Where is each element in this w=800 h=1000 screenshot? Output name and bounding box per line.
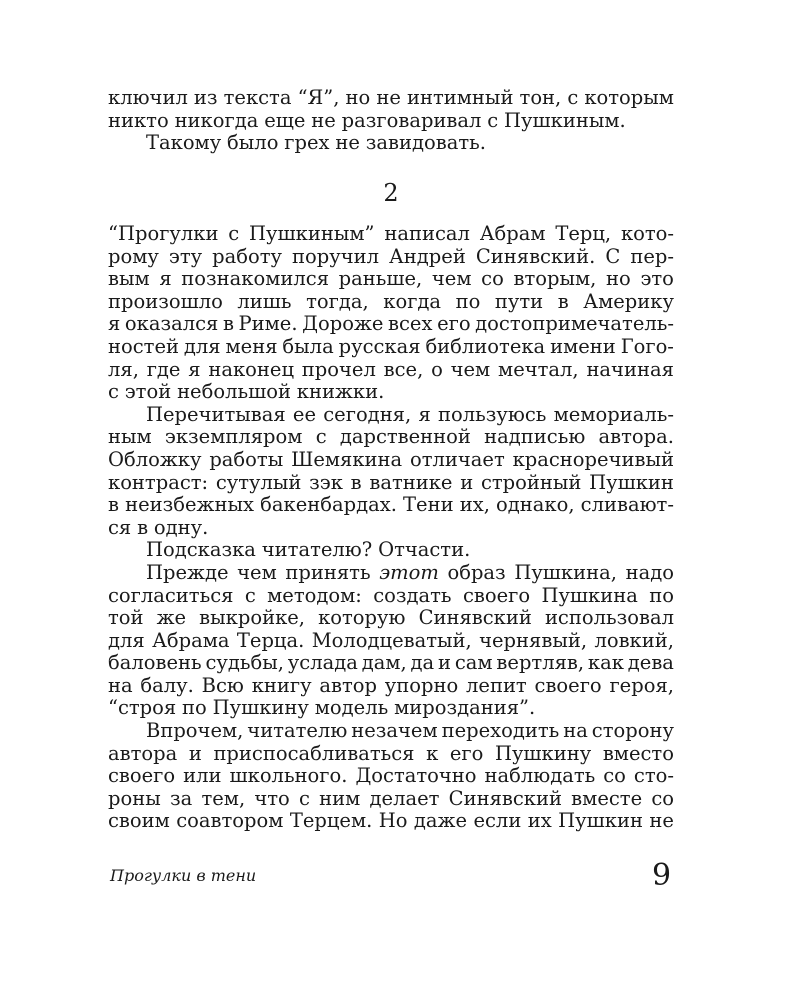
word: Прежде — [146, 560, 229, 584]
word: на — [108, 673, 133, 697]
text-line — [108, 246, 674, 269]
text-line — [108, 743, 674, 766]
word: надо — [625, 560, 674, 584]
word: же — [156, 606, 187, 630]
word: и — [460, 470, 474, 494]
word: пользуюсь — [438, 402, 547, 426]
word: Перечитывая — [146, 402, 286, 426]
word: школьного. — [229, 764, 348, 788]
text-line — [108, 517, 674, 540]
word: имени — [550, 334, 616, 358]
word: лепит — [466, 673, 527, 697]
word: дева — [627, 651, 674, 675]
running-footer-title: Прогулки в тени — [110, 866, 257, 885]
word: отличает — [409, 447, 505, 471]
word: интимный — [406, 86, 514, 109]
word: что — [254, 786, 290, 810]
word: это — [640, 267, 674, 291]
text-line — [108, 313, 674, 336]
word: Пушкина, — [514, 560, 617, 584]
word: эту — [168, 244, 203, 268]
word: роны — [108, 786, 161, 810]
word: и — [188, 741, 202, 765]
word: упорно — [384, 673, 459, 697]
emphasis-word: этот — [379, 560, 439, 584]
page-number: 9 — [652, 858, 672, 893]
word: по — [649, 583, 674, 607]
word: с — [299, 786, 310, 810]
word: “Я”, — [297, 86, 340, 109]
word: сливают- — [580, 493, 674, 517]
word: Пушкиным. — [504, 108, 626, 132]
word: Пушкина — [541, 583, 638, 607]
word: той — [108, 606, 144, 630]
word: образ — [447, 560, 506, 584]
word: которым — [584, 86, 674, 109]
text-line — [108, 132, 674, 155]
word: Абрама — [152, 628, 230, 652]
text-line — [108, 810, 674, 833]
word: завидовать. — [365, 131, 486, 155]
word: поручил — [292, 244, 379, 268]
word: написал — [384, 222, 470, 245]
word: было — [227, 131, 279, 155]
word: читателю? — [261, 538, 373, 562]
word: баловень — [108, 651, 202, 675]
word: я — [418, 402, 431, 426]
word: Америку — [583, 289, 674, 313]
word: своего — [108, 764, 176, 788]
word: соавтором — [176, 809, 284, 833]
word: Терцем. — [289, 809, 373, 833]
word: ее — [292, 402, 317, 426]
word: оказался — [124, 312, 219, 336]
word: русская — [338, 334, 421, 358]
word: чернявый, — [479, 628, 588, 652]
word: когда — [383, 289, 442, 313]
word: никогда — [174, 108, 259, 132]
word: я — [108, 312, 121, 336]
word: принять — [285, 560, 371, 584]
word: прочел — [301, 357, 376, 381]
word: никто — [108, 108, 169, 132]
word: сто- — [633, 764, 674, 788]
word: Обложку — [108, 447, 202, 471]
word: сам — [454, 651, 493, 675]
word: все, — [383, 357, 424, 381]
word: этой — [124, 380, 172, 404]
word: лишь — [237, 289, 292, 313]
word: использовал — [544, 606, 674, 630]
word: Пушкин — [558, 809, 643, 833]
word: в — [108, 493, 119, 517]
word: бакенбардах. — [260, 493, 397, 517]
text-line — [108, 494, 674, 517]
word: на — [563, 719, 588, 743]
word: чем — [450, 357, 491, 381]
word: ностей — [108, 334, 179, 358]
word: делает — [369, 786, 440, 810]
word: о — [431, 357, 443, 381]
word: ся — [108, 515, 132, 539]
word: пути — [494, 289, 544, 313]
word: где — [146, 357, 181, 381]
word: одну. — [153, 515, 209, 539]
text-line — [108, 562, 674, 585]
word: вместе — [571, 786, 643, 810]
word: работы — [209, 447, 284, 471]
word: их — [527, 809, 552, 833]
word: выкройке, — [199, 606, 306, 630]
word: автор — [319, 673, 377, 697]
word: если — [473, 809, 522, 833]
word: Такому — [146, 131, 222, 155]
word: но — [345, 86, 371, 109]
word: Синявский. — [475, 244, 596, 268]
word: приспосабливаться — [213, 741, 415, 765]
word: ным — [108, 425, 152, 449]
word: была — [282, 334, 334, 358]
word: не — [376, 86, 401, 109]
word: в — [350, 470, 362, 494]
word: создать — [373, 583, 452, 607]
word: Синявский — [448, 786, 562, 810]
word: Терца. — [236, 628, 305, 652]
word: работу — [212, 244, 282, 268]
text-block-main — [108, 223, 674, 833]
word: даже — [413, 809, 468, 833]
word: Пушкину — [494, 741, 592, 765]
text-line — [108, 652, 674, 675]
word: я — [188, 357, 201, 381]
word: я — [159, 267, 172, 291]
word: мечтал, — [498, 357, 579, 381]
word: Впрочем, — [146, 719, 244, 743]
text-line — [108, 359, 674, 382]
word: книгу — [251, 673, 312, 697]
word: за — [169, 786, 193, 810]
word: Пушкин — [589, 470, 674, 494]
word: кото- — [620, 222, 674, 245]
word: дарственной — [339, 425, 471, 449]
word: экземпляром — [164, 425, 303, 449]
word: методом: — [267, 583, 362, 607]
word: тем, — [201, 786, 246, 810]
word: Риме. — [238, 312, 298, 336]
word: по — [182, 696, 207, 720]
word: вместо — [602, 741, 674, 765]
word: которую — [318, 606, 406, 630]
word: в — [137, 515, 149, 539]
text-line — [108, 697, 674, 720]
word: вым — [108, 267, 150, 291]
word: Пушкиным” — [249, 222, 375, 245]
text-line — [108, 381, 674, 404]
word: но — [606, 267, 631, 291]
text-line — [108, 675, 674, 698]
word: однако, — [496, 493, 575, 517]
section-number: 2 — [383, 179, 399, 207]
word: Дороже — [302, 312, 384, 336]
word: тон, — [519, 86, 562, 109]
word: как — [587, 651, 624, 675]
text-line — [108, 585, 674, 608]
word: судьбы, — [205, 651, 284, 675]
word: героя, — [609, 673, 674, 697]
word: пер- — [630, 244, 674, 268]
word: со — [603, 764, 626, 788]
word: его — [437, 312, 471, 336]
word: балу. — [140, 673, 194, 697]
word: переходить — [441, 719, 560, 743]
word: дам, — [361, 651, 407, 675]
word: ключил — [108, 86, 188, 109]
word: красноречивый — [512, 447, 674, 471]
text-line — [108, 404, 674, 427]
word: не — [311, 108, 336, 132]
word: чем — [431, 267, 472, 291]
word: рому — [108, 244, 159, 268]
word: зэк — [309, 470, 343, 494]
word: в — [222, 312, 234, 336]
word: услада — [287, 651, 358, 675]
text-line — [108, 539, 674, 562]
word: неизбежных — [125, 493, 255, 517]
text-line — [108, 223, 674, 246]
word: Пушкину — [212, 696, 309, 720]
word: сторону — [591, 719, 674, 743]
word: Молодцеватый, — [311, 628, 472, 652]
word: надписью — [484, 425, 586, 449]
word: раньше, — [338, 267, 423, 291]
word: Но — [378, 809, 408, 833]
word: автора — [108, 741, 178, 765]
word: вертляв, — [496, 651, 585, 675]
word: достопримечатель- — [475, 312, 674, 336]
word: с — [228, 222, 240, 245]
text-line — [108, 110, 674, 133]
word: ля, — [108, 357, 139, 381]
word: незачем — [351, 719, 438, 743]
word: познакомился — [181, 267, 329, 291]
word: и — [438, 651, 452, 675]
word: мироздания”. — [394, 696, 536, 720]
word: или — [183, 764, 222, 788]
word: ним — [319, 786, 361, 810]
word: с — [567, 86, 579, 109]
word: вторым, — [513, 267, 597, 291]
word: со — [651, 786, 674, 810]
word: “Прогулки — [108, 222, 219, 245]
word: книжки. — [296, 380, 385, 404]
text-line — [108, 87, 674, 110]
word: с — [487, 108, 499, 132]
word: разговаривал — [341, 108, 482, 132]
word: с — [108, 380, 119, 404]
word: Достаточно — [355, 764, 477, 788]
word: мемориаль- — [553, 402, 674, 426]
word: Тени — [403, 493, 454, 517]
word: библиотека — [425, 334, 546, 358]
word: чем — [237, 560, 277, 584]
word: из — [193, 86, 218, 109]
text-line — [108, 630, 674, 653]
word: своим — [108, 809, 170, 833]
word: своего — [462, 583, 531, 607]
word: еще — [264, 108, 306, 132]
word: автора. — [598, 425, 674, 449]
word: начиная — [586, 357, 674, 381]
word: произошло — [108, 289, 223, 313]
word: с — [315, 425, 327, 449]
word: Терц, — [555, 222, 612, 245]
word: ловкий, — [594, 628, 674, 652]
word: меня — [225, 334, 278, 358]
word: согласиться — [108, 583, 234, 607]
text-line — [108, 268, 674, 291]
text-line — [108, 426, 674, 449]
text-line — [108, 291, 674, 314]
word: наблюдать — [484, 764, 596, 788]
word: контраст: — [108, 470, 209, 494]
word: со — [481, 267, 504, 291]
word: Андрей — [389, 244, 466, 268]
word: не — [649, 809, 674, 833]
word: “строя — [108, 696, 177, 720]
word: Всю — [201, 673, 244, 697]
word: текста — [223, 86, 292, 109]
word: небольшой — [177, 380, 291, 404]
word: их, — [459, 493, 490, 517]
word: наконец — [208, 357, 294, 381]
word: ватнике — [369, 470, 453, 494]
word: для — [183, 334, 221, 358]
word: для — [108, 628, 145, 652]
word: Гого- — [620, 334, 674, 358]
word: С — [605, 244, 621, 268]
word: не — [335, 131, 360, 155]
word: Отчасти. — [378, 538, 471, 562]
word: Абрам — [479, 222, 546, 245]
word: тогда, — [306, 289, 369, 313]
text-block-top — [108, 87, 674, 155]
word: всех — [388, 312, 433, 336]
word: Синявский — [418, 606, 532, 630]
text-line — [108, 607, 674, 630]
text-line — [108, 788, 674, 811]
text-line — [108, 765, 674, 788]
word: с — [244, 583, 256, 607]
word: модель — [314, 696, 389, 720]
text-line — [108, 336, 674, 359]
word: сегодня, — [323, 402, 412, 426]
word: Подсказка — [146, 538, 256, 562]
text-line — [108, 720, 674, 743]
word: в — [557, 289, 569, 313]
word: читателю — [247, 719, 348, 743]
word: Шемякина — [291, 447, 403, 471]
word: сутулый — [215, 470, 302, 494]
text-line — [108, 472, 674, 495]
word: его — [449, 741, 484, 765]
word: стройный — [480, 470, 582, 494]
word: да — [410, 651, 435, 675]
text-line — [108, 449, 674, 472]
word: по — [455, 289, 481, 313]
word: к — [426, 741, 439, 765]
word: грех — [284, 131, 330, 155]
word: своего — [534, 673, 602, 697]
